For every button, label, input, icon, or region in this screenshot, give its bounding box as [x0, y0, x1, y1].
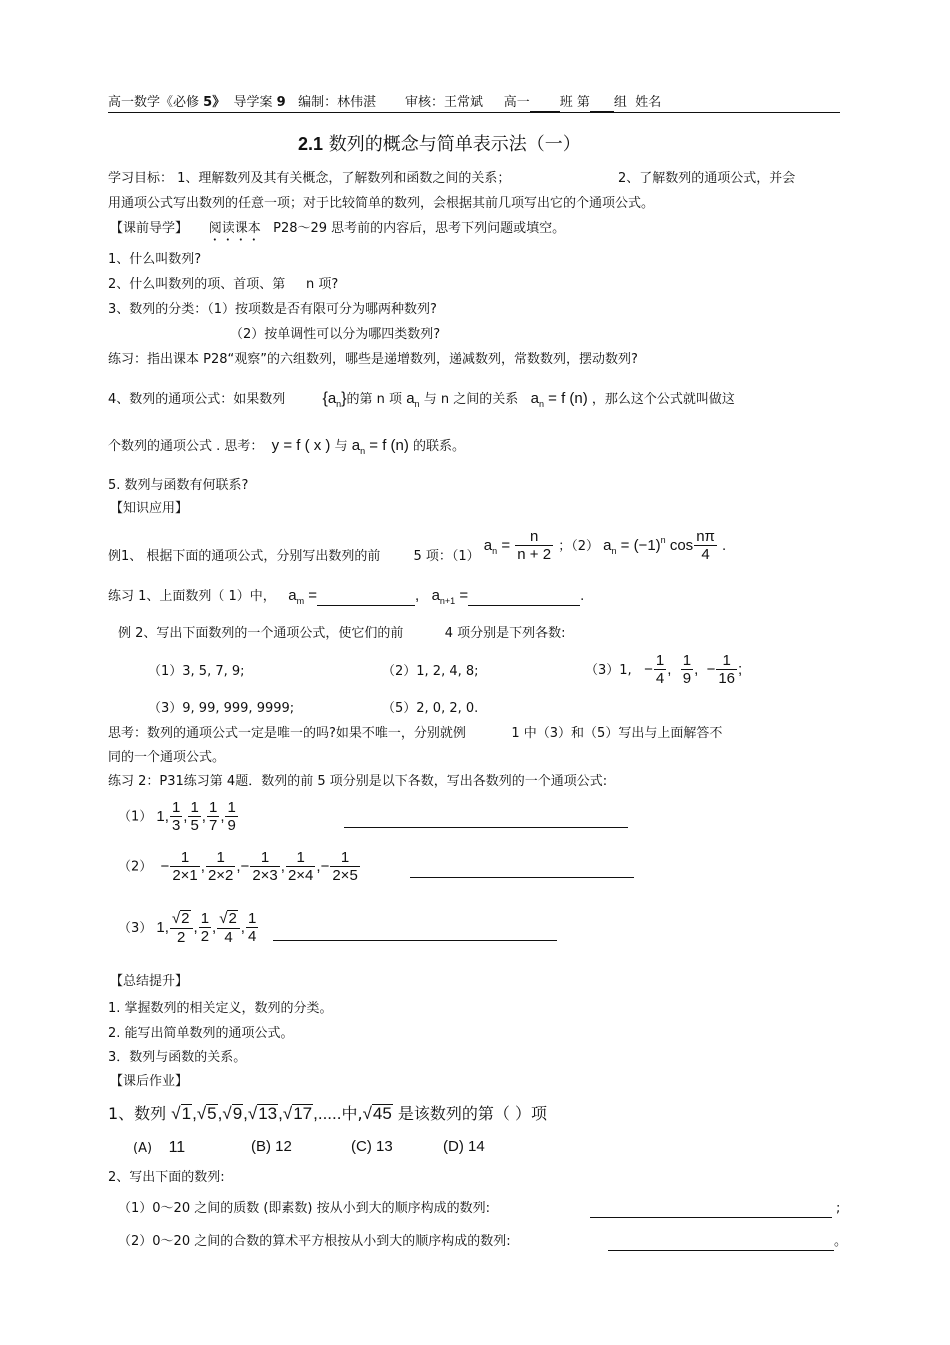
page-title	[298, 133, 581, 157]
header-di: 第	[576, 95, 590, 110]
formula-sqrt45: √45	[362, 1104, 392, 1123]
pre-q4-text-c: 与 n 之间的关系	[423, 392, 519, 407]
pre-q4-text-e: 个数列的通项公式 . 思考：	[108, 439, 264, 454]
pre-label: 【课前导学】	[110, 221, 189, 236]
homework-q2a	[118, 1201, 490, 1217]
goals-text-2: 用通项公式写出数列的任意一项；对于比较简单的数列，会根据其前几项写出它的个通项公式。	[108, 196, 655, 211]
p3-label: （3）	[118, 920, 153, 936]
seq-3	[585, 652, 742, 688]
header-editor: 编制：林伟湛	[298, 95, 377, 110]
option-b[interactable]: (B) 12	[251, 1138, 292, 1155]
pre-q2-text-b: n 项?	[305, 277, 339, 292]
ex1-text-a: 例1、 根据下面的通项公式，分别写出数列的前	[108, 548, 381, 564]
formula-sqrt-seq: √1,√5,√9,√13,√17,.....	[171, 1104, 342, 1123]
header-group: 组	[613, 95, 627, 110]
practice-2-2	[118, 849, 361, 885]
goals-text-1a: 学习目标： 1、理解数列及其有关概念，了解数列和函数之间的关系；	[108, 171, 511, 186]
pr1-text: 练习 1、上面数列（ 1）中，	[108, 589, 276, 604]
pre-q4-text-f: 与	[334, 439, 348, 454]
class-blank[interactable]	[530, 95, 560, 112]
homework-q2b	[118, 1234, 511, 1250]
formula-am: $a_m$ =	[288, 587, 317, 606]
seq-5: （5）2, 0, 2, 0.	[382, 701, 479, 716]
formula-p3: 1, $\frac{√2}{2}$ , $\frac{1}{2}$ , $\frac{√2}{4}$ , $\frac{1}{4}$	[156, 910, 257, 946]
formula-p1: 1, $\frac{1}{3}$ , $\frac{1}{5}$ , $\frac{1}{7}$ , $\frac{1}{9}$	[156, 799, 236, 835]
hw-q1-text-c: 是该数列的第（ ）项	[397, 1104, 548, 1123]
practice-1: 练习 1、上面数列（ 1）中， $a_m$ = , $a_{n+1}$ = .	[108, 587, 585, 606]
goals-text-1b: 2、了解数列的通项公式，并会	[618, 171, 796, 186]
hw-q2b-text: （2）0～20 之间的合数的算术平方根按从小到大的顺序构成的数列:	[118, 1234, 511, 1249]
p1-label: （1）	[118, 809, 153, 825]
pre-text: P28～29 思考前的内容后，思考下列问题或填空。	[273, 221, 566, 236]
seq-2: （2）1, 2, 4, 8;	[382, 664, 479, 679]
pre-q3b: （2）按单调性可以分为哪四类数列?	[230, 327, 441, 342]
hw-q1-text-a: 1、数列	[108, 1104, 167, 1123]
formula-seq3: − $\frac{1}{4}$ , $\frac{1}{9}$ , − $\frac{1}{16}$ ;	[644, 652, 743, 688]
think-line-1	[108, 726, 722, 742]
formula-ex1-2: $a_n = (-1)^n$ cos $\frac{n\pi}{4}$ .	[603, 528, 727, 564]
example-2	[118, 626, 566, 642]
title-text: 数列的概念与简单表示法（一）	[328, 134, 581, 155]
practice-2-3	[118, 910, 259, 946]
q2b-end: 。	[834, 1234, 848, 1249]
pre-q2-text: 2、什么叫数列的项、首项、第	[108, 277, 286, 292]
formula-an-fn: $a_n = f$ (n)	[530, 390, 588, 409]
option-c[interactable]: (C) 13	[351, 1138, 393, 1155]
homework-q1	[108, 1103, 547, 1124]
p3-blank[interactable]	[273, 940, 557, 941]
hw-q2a-text: （1）0～20 之间的质数 (即素数) 按从小到大的顺序构成的数列:	[118, 1201, 491, 1216]
ex1-text-b: 5 项：（1）	[413, 548, 480, 564]
p1-blank[interactable]	[344, 827, 628, 828]
header-grade: 高一	[503, 95, 530, 110]
pre-read: 阅读课本	[208, 221, 261, 236]
seq-3-text: （3）1,	[585, 662, 632, 678]
pre-line	[110, 221, 565, 244]
example-1	[108, 528, 726, 564]
goals-line-1	[108, 171, 510, 187]
q2a-end: ;	[836, 1201, 841, 1216]
pre-q4-line2	[108, 437, 465, 457]
header-line	[108, 95, 661, 112]
title-num: 2.1	[298, 134, 324, 154]
seq-4: （3）9, 99, 999, 9999;	[148, 701, 295, 716]
pre-q4	[108, 389, 735, 410]
p2-label: （2）	[118, 859, 153, 875]
summary-item-3: 3．数列与函数的关系。	[108, 1050, 247, 1065]
pre-q2	[108, 277, 338, 293]
header-name: 姓名	[635, 95, 662, 110]
header-class: 班	[559, 95, 573, 110]
ex2-text: 例 2、写出下面数列的一个通项公式，使它们的前	[118, 626, 404, 641]
think-line-2: 同的一个通项公式。	[108, 750, 226, 765]
q2b-blank[interactable]	[608, 1250, 834, 1251]
summary-label: 【总结提升】	[110, 974, 189, 989]
p2-blank[interactable]	[410, 877, 634, 878]
homework-q2: 2、写出下面的数列:	[108, 1170, 225, 1185]
pre-q1: 1、什么叫数列?	[108, 252, 202, 267]
formula-an-fn-2: $a_n = f$ (n)	[351, 437, 409, 456]
practice-2: 练习 2：P31练习第 4题．数列的前 5 项分别是以下各数，写出各数列的一个通项公式:	[108, 774, 608, 789]
seq-1: （1）3, 5, 7, 9;	[148, 664, 245, 679]
group-blank[interactable]	[590, 95, 614, 112]
apply-label: 【知识应用】	[110, 501, 189, 516]
option-d[interactable]: (D) 14	[443, 1138, 485, 1155]
practice-2-1	[118, 799, 239, 835]
formula-ex1-1: $a_n$ = $\frac{n}{n + 2}$	[483, 528, 552, 564]
option-a[interactable]: (A) 11	[133, 1139, 186, 1156]
formula-an1: $a_{n+1}$ =	[431, 587, 469, 606]
pre-q4-text-b: 的第 n 项	[346, 392, 403, 407]
pre-q4-text-a: 4、数列的通项公式：如果数列	[108, 392, 286, 407]
q2a-blank[interactable]	[590, 1217, 832, 1218]
header-rule	[108, 112, 840, 113]
header-guide: 导学案	[233, 95, 273, 110]
pre-q4-text-g: 的联系。	[413, 439, 466, 454]
goals-line-1b	[618, 171, 795, 187]
ex1-text-c: ；（2）	[558, 538, 599, 554]
formula-an: $a_n$	[406, 390, 420, 409]
summary-item-2: 2. 能写出简单数列的通项公式。	[108, 1026, 294, 1041]
header-book: 5》	[203, 95, 226, 110]
homework-label: 【课后作业】	[110, 1074, 189, 1089]
homework-options	[133, 1138, 485, 1158]
formula-yfx: y = f ( x )	[271, 437, 331, 454]
think-text-1: 思考：数列的通项公式一定是唯一的吗?如果不唯一，分别就例	[108, 726, 466, 741]
formula-p2: − $\frac{1}{2\times 1}$ , $\frac{1}{2\times 2}$ ,− $\frac{1}{2\times 3}$ , $\frac{1}{2\times 4}$ ,− $\frac{1}{2\times 5}$	[160, 849, 358, 885]
am-blank[interactable]	[317, 589, 415, 606]
formula-an-set: $\{a_n\}$	[322, 390, 347, 409]
hw-q1-text-b: 中,	[341, 1104, 363, 1123]
think-text-1b: 1 中（3）和（5）写出与上面解答不	[511, 726, 723, 741]
header-reviewer: 审核：王常斌	[405, 95, 484, 110]
header-num: 9	[276, 95, 286, 110]
an1-blank[interactable]	[468, 589, 580, 606]
summary-item-1: 1. 掌握数列的相关定义，数列的分类。	[108, 1001, 333, 1016]
goals-line-2	[108, 196, 654, 212]
pre-q4-text-d: ，那么这个公式就叫做这	[591, 392, 735, 407]
pre-q3: 3、数列的分类：（1）按项数是否有限可分为哪两种数列?	[108, 302, 437, 317]
pre-q5: 5. 数列与函数有何联系?	[108, 478, 249, 493]
pre-practice: 练习：指出课本 P28“观察”的六组数列，哪些是递增数列，递减数列，常数数列，摆动数列?	[108, 352, 638, 367]
ex2-text-b: 4 项分别是下列各数:	[444, 626, 566, 641]
header-subject: 高一数学《必修	[108, 95, 200, 110]
